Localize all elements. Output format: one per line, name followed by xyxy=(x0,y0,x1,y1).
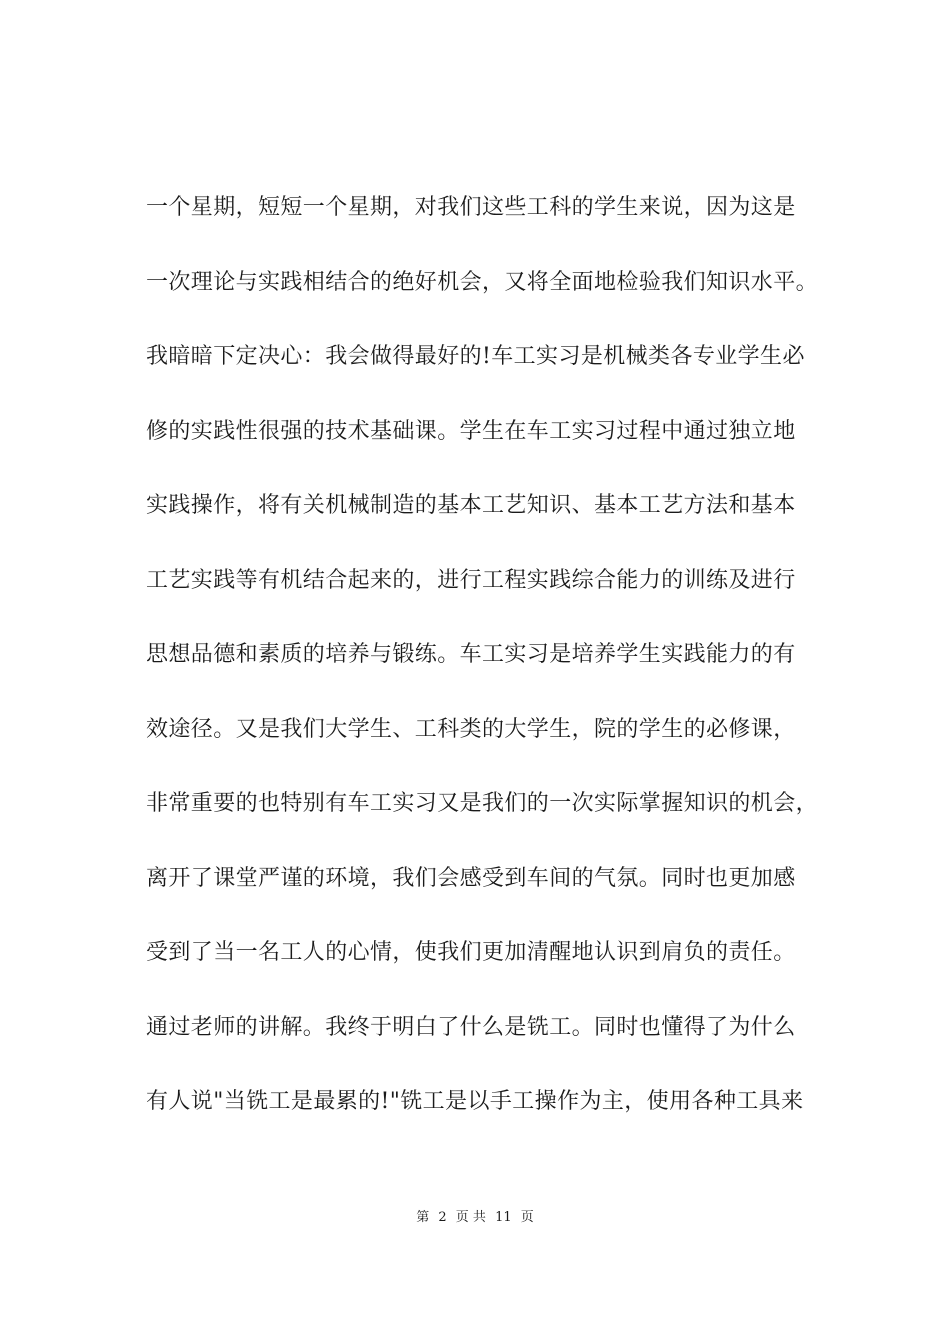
footer-prefix: 第 xyxy=(416,1210,430,1225)
text-line: 非常重要的也特别有车工实习又是我们的一次实际掌握知识的机会， xyxy=(146,791,819,816)
text-line: 实践操作，将有关机械制造的基本工艺知识、基本工艺方法和基本 xyxy=(146,493,796,518)
footer-suffix: 页 xyxy=(520,1210,534,1225)
text-line: 一个星期，短短一个星期，对我们这些工科的学生来说，因为这是 xyxy=(146,195,796,220)
page-footer xyxy=(0,1208,950,1228)
text-line: 有人说"当铣工是最累的!"铣工是以手工操作为主，使用各种工具来 xyxy=(146,1089,804,1114)
text-line: 效途径。又是我们大学生、工科类的大学生，院的学生的必修课， xyxy=(146,716,796,742)
footer-middle: 页 共 xyxy=(455,1210,486,1225)
text-line: 我暗暗下定决心：我会做得最好的!车工实习是机械类各专业学生必 xyxy=(146,344,805,369)
total-pages-number: 11 xyxy=(495,1210,512,1225)
text-line: 受到了当一名工人的心情，使我们更加清醒地认识到肩负的责任。 xyxy=(146,940,796,965)
text-line: 思想品德和素质的培养与锻练。车工实习是培养学生实践能力的有 xyxy=(146,642,796,667)
current-page-number: 2 xyxy=(438,1210,447,1225)
text-line: 离开了课堂严谨的环境，我们会感受到车间的气氛。同时也更加感 xyxy=(146,865,796,891)
text-line: 通过老师的讲解。我终于明白了什么是铣工。同时也懂得了为什么 xyxy=(146,1014,796,1040)
body-text xyxy=(146,195,836,1157)
text-line: 修的实践性很强的技术基础课。学生在车工实习过程中通过独立地 xyxy=(146,418,796,444)
text-line: 工艺实践等有机结合起来的，进行工程实践综合能力的训练及进行 xyxy=(146,567,796,593)
text-line: 一次理论与实践相结合的绝好机会，又将全面地检验我们知识水平。 xyxy=(146,269,819,295)
